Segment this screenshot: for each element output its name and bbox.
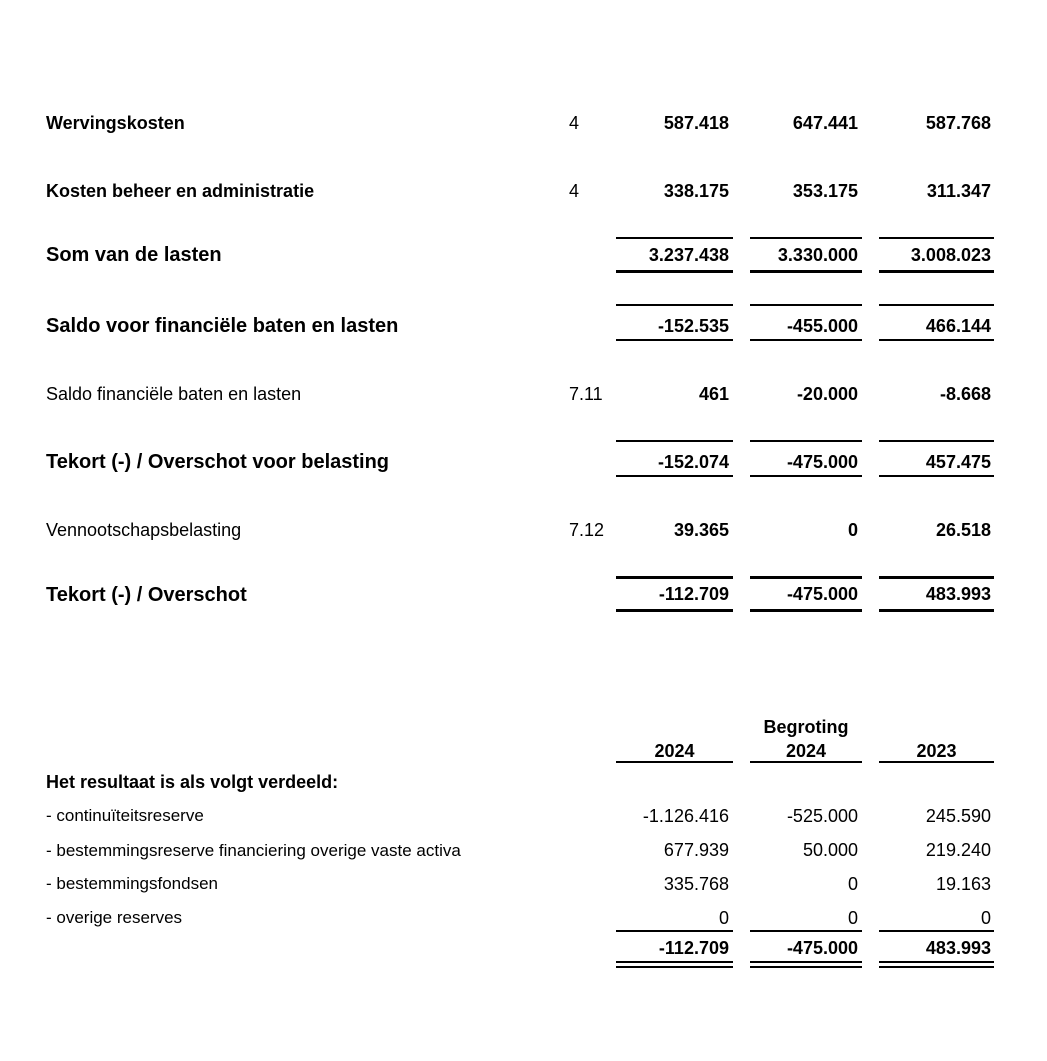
row-note: 7.11 bbox=[569, 384, 603, 404]
row-value-2023: 587.768 bbox=[925, 113, 991, 133]
distribution-value-2023: 19.163 bbox=[935, 874, 991, 894]
distribution-total-2023: 483.993 bbox=[925, 938, 991, 958]
header-rule bbox=[616, 761, 733, 763]
rule-top bbox=[750, 237, 862, 239]
total-rule-top bbox=[879, 930, 994, 932]
rule-bottom bbox=[750, 475, 862, 477]
row-value-2024: 461 bbox=[698, 384, 729, 404]
row-value-2023: 483.993 bbox=[925, 584, 991, 604]
distribution-value-2024: 677.939 bbox=[663, 840, 729, 860]
rule-bottom bbox=[879, 270, 994, 273]
row-value-begroting: 0 bbox=[847, 520, 858, 540]
rule-top bbox=[616, 304, 733, 306]
rule-bottom bbox=[750, 609, 862, 612]
distribution-value-2024: 0 bbox=[718, 908, 729, 928]
distribution-item-label: - bestemmingsfondsen bbox=[46, 874, 218, 893]
row-value-begroting: -455.000 bbox=[786, 316, 858, 336]
row-value-2023: -8.668 bbox=[939, 384, 991, 404]
rule-top bbox=[750, 304, 862, 306]
distribution-item-label: - bestemmingsreserve financiering overige vaste activa bbox=[46, 841, 461, 860]
row-value-begroting: 3.330.000 bbox=[777, 245, 858, 265]
total-double-rule bbox=[750, 961, 862, 963]
rule-bottom bbox=[879, 475, 994, 477]
row-value-2024: 587.418 bbox=[663, 113, 729, 133]
row-value-begroting: -475.000 bbox=[786, 452, 858, 472]
total-rule-top bbox=[750, 930, 862, 932]
row-value-2024: 3.237.438 bbox=[648, 245, 729, 265]
header-rule bbox=[750, 761, 862, 763]
rule-bottom bbox=[750, 270, 862, 273]
distribution-item-label: - overige reserves bbox=[46, 908, 183, 927]
distribution-value-2023: 0 bbox=[980, 908, 991, 928]
row-label: Som van de lasten bbox=[46, 244, 222, 266]
row-value-begroting: 647.441 bbox=[792, 113, 858, 133]
rule-top bbox=[616, 237, 733, 239]
row-label: Vennootschapsbelasting bbox=[46, 520, 242, 540]
rule-bottom bbox=[750, 339, 862, 341]
rule-bottom bbox=[879, 609, 994, 612]
rule-top bbox=[879, 576, 994, 579]
header-begroting: Begroting bbox=[763, 717, 849, 737]
row-label: Kosten beheer en administratie bbox=[46, 181, 315, 201]
distribution-value-2024: 335.768 bbox=[663, 874, 729, 894]
distribution-value-2023: 245.590 bbox=[925, 806, 991, 826]
rule-bottom bbox=[616, 339, 733, 341]
total-double-rule bbox=[879, 966, 994, 968]
row-label: Wervingskosten bbox=[46, 113, 185, 133]
total-rule-top bbox=[616, 930, 733, 932]
row-value-2024: 39.365 bbox=[673, 520, 729, 540]
row-value-2024: 338.175 bbox=[663, 181, 729, 201]
rule-top bbox=[879, 237, 994, 239]
rule-bottom bbox=[616, 475, 733, 477]
total-double-rule bbox=[879, 961, 994, 963]
header-begroting-year: 2024 bbox=[785, 741, 827, 761]
total-double-rule bbox=[616, 961, 733, 963]
distribution-value-2024: -1.126.416 bbox=[642, 806, 729, 826]
rule-top bbox=[616, 440, 733, 442]
row-note: 7.12 bbox=[569, 520, 605, 540]
header-rule bbox=[879, 761, 994, 763]
rule-bottom bbox=[879, 339, 994, 341]
row-note: 4 bbox=[569, 113, 580, 133]
row-value-2023: 3.008.023 bbox=[910, 245, 991, 265]
rule-top bbox=[616, 576, 733, 579]
row-value-begroting: 353.175 bbox=[792, 181, 858, 201]
distribution-title: Het resultaat is als volgt verdeeld: bbox=[46, 772, 339, 792]
distribution-value-begroting: 50.000 bbox=[802, 840, 858, 860]
row-value-2024: -152.535 bbox=[657, 316, 729, 336]
header-2023: 2023 bbox=[916, 741, 957, 761]
rule-top bbox=[879, 440, 994, 442]
rule-top bbox=[750, 440, 862, 442]
rule-bottom bbox=[616, 609, 733, 612]
row-value-2024: -112.709 bbox=[658, 584, 729, 604]
rule-top bbox=[879, 304, 994, 306]
distribution-total-begroting: -475.000 bbox=[786, 938, 858, 958]
row-value-2023: 26.518 bbox=[935, 520, 991, 540]
row-label: Saldo voor financiële baten en lasten bbox=[46, 315, 399, 337]
row-value-begroting: -475.000 bbox=[786, 584, 858, 604]
row-label: Tekort (-) / Overschot voor belasting bbox=[46, 451, 390, 473]
row-label: Saldo financiële baten en lasten bbox=[46, 384, 302, 404]
distribution-value-begroting: 0 bbox=[847, 874, 858, 894]
row-value-2023: 311.347 bbox=[926, 181, 991, 201]
header-2024: 2024 bbox=[654, 741, 695, 761]
rule-bottom bbox=[616, 270, 733, 273]
row-value-begroting: -20.000 bbox=[796, 384, 858, 404]
rule-top bbox=[750, 576, 862, 579]
distribution-value-begroting: -525.000 bbox=[786, 806, 858, 826]
row-value-2023: 457.475 bbox=[925, 452, 991, 472]
total-double-rule bbox=[750, 966, 862, 968]
distribution-value-2023: 219.240 bbox=[925, 840, 991, 860]
distribution-item-label: - continuïteitsreserve bbox=[46, 806, 204, 825]
total-double-rule bbox=[616, 966, 733, 968]
distribution-total-2024: -112.709 bbox=[658, 938, 729, 958]
distribution-value-begroting: 0 bbox=[847, 908, 858, 928]
row-note: 4 bbox=[569, 181, 580, 201]
row-value-2023: 466.144 bbox=[925, 316, 991, 336]
row-label: Tekort (-) / Overschot bbox=[46, 584, 247, 606]
row-value-2024: -152.074 bbox=[657, 452, 729, 472]
